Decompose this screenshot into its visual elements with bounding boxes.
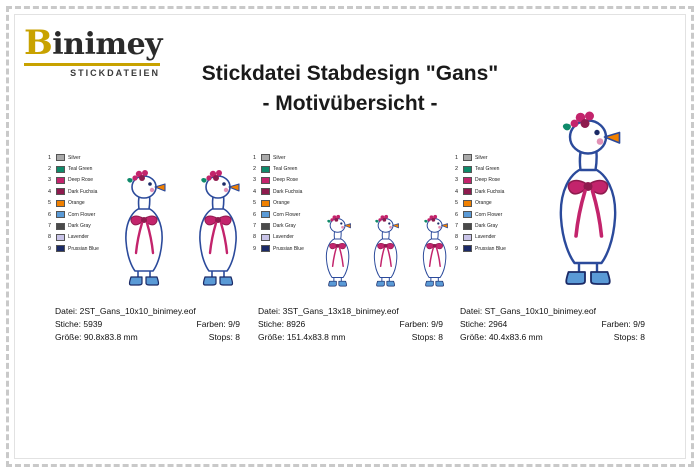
stitches-value: 2964 bbox=[488, 319, 508, 329]
legend-color-swatch bbox=[56, 177, 65, 184]
legend-color-swatch bbox=[261, 154, 270, 161]
colors-value: 9/9 bbox=[633, 319, 645, 329]
legend-color-label: Silver bbox=[68, 154, 81, 161]
legend-row bbox=[455, 243, 521, 254]
legend-row bbox=[455, 163, 521, 174]
legend-row bbox=[48, 243, 114, 254]
legend-number: 2 bbox=[253, 166, 257, 173]
legend-color-swatch bbox=[56, 234, 65, 241]
legend-color-swatch bbox=[261, 245, 270, 252]
legend-row bbox=[253, 220, 319, 231]
legend-color-label: Dark Gray bbox=[475, 223, 498, 230]
size-value: 151.4x83.8 mm bbox=[286, 332, 346, 342]
legend-number: 6 bbox=[253, 211, 257, 218]
stitches-value: 5939 bbox=[83, 319, 103, 329]
legend-row bbox=[48, 163, 114, 174]
legend-row bbox=[48, 152, 114, 163]
legend-color-swatch bbox=[463, 200, 472, 207]
legend-number: 9 bbox=[455, 245, 459, 252]
legend-color-label: Prussian Blue bbox=[475, 245, 506, 252]
goose-design-icon bbox=[188, 167, 248, 287]
colors-label: Farben: bbox=[399, 319, 429, 329]
legend-row bbox=[253, 163, 319, 174]
stops-value: 8 bbox=[235, 332, 240, 342]
legend-color-swatch bbox=[56, 166, 65, 173]
stitches-label: Stiche: bbox=[460, 319, 486, 329]
legend-number: 2 bbox=[48, 166, 52, 173]
goose-design bbox=[319, 213, 356, 292]
legend-color-swatch bbox=[56, 154, 65, 161]
legend-number: 8 bbox=[253, 234, 257, 241]
legend-color-swatch bbox=[463, 166, 472, 173]
color-legend bbox=[253, 152, 319, 255]
legend-color-swatch bbox=[261, 223, 270, 230]
legend-row bbox=[48, 232, 114, 243]
legend-number: 4 bbox=[48, 188, 52, 195]
legend-number: 1 bbox=[253, 154, 257, 161]
goose-design-icon bbox=[114, 167, 174, 287]
colors-label: Farben: bbox=[196, 319, 226, 329]
legend-row bbox=[48, 198, 114, 209]
legend-number: 5 bbox=[253, 200, 257, 207]
legend-number: 4 bbox=[253, 188, 257, 195]
legend-number: 5 bbox=[455, 200, 459, 207]
stops-value: 8 bbox=[640, 332, 645, 342]
color-legend bbox=[48, 152, 114, 255]
legend-number: 9 bbox=[48, 245, 52, 252]
legend-number: 2 bbox=[455, 166, 459, 173]
legend-number: 6 bbox=[48, 211, 52, 218]
legend-color-label: Teal Green bbox=[273, 166, 298, 173]
legend-color-label: Silver bbox=[273, 154, 286, 161]
legend-row bbox=[253, 243, 319, 254]
design-info bbox=[258, 305, 443, 344]
legend-color-swatch bbox=[261, 188, 270, 195]
legend-color-swatch bbox=[56, 245, 65, 252]
brand-name bbox=[24, 23, 174, 63]
colors-label: Farben: bbox=[601, 319, 631, 329]
legend-number: 3 bbox=[455, 177, 459, 184]
stops-value: 8 bbox=[438, 332, 443, 342]
page-subtitle: - Motivübersicht - bbox=[262, 92, 438, 115]
legend-number: 4 bbox=[455, 188, 459, 195]
legend-row bbox=[253, 198, 319, 209]
legend-color-label: Corn Flower bbox=[68, 211, 96, 218]
file-value: 3ST_Gans_13x18_binimey.eof bbox=[282, 306, 399, 316]
legend-color-label: Orange bbox=[475, 200, 492, 207]
design-preview bbox=[114, 152, 248, 292]
legend-row bbox=[48, 220, 114, 231]
goose-design bbox=[114, 167, 174, 292]
size-label: Größe: bbox=[55, 332, 82, 342]
legend-row bbox=[48, 209, 114, 220]
size-value: 90.8x83.8 mm bbox=[83, 332, 138, 342]
legend-color-label: Lavender bbox=[475, 234, 496, 241]
legend-color-label: Deep Rose bbox=[68, 177, 94, 184]
legend-row bbox=[455, 175, 521, 186]
legend-row bbox=[455, 152, 521, 163]
legend-color-label: Prussian Blue bbox=[68, 245, 99, 252]
brand-name-initial: B bbox=[24, 23, 53, 63]
legend-number: 3 bbox=[48, 177, 52, 184]
legend-color-label: Lavender bbox=[68, 234, 89, 241]
legend-color-swatch bbox=[56, 211, 65, 218]
color-legend bbox=[455, 152, 521, 255]
legend-color-label: Silver bbox=[475, 154, 488, 161]
legend-color-swatch bbox=[261, 211, 270, 218]
size-value: 40.4x83.6 mm bbox=[488, 332, 543, 342]
legend-color-label: Teal Green bbox=[68, 166, 93, 173]
legend-row bbox=[455, 220, 521, 231]
legend-color-label: Orange bbox=[273, 200, 290, 207]
design-preview bbox=[319, 152, 453, 292]
legend-color-label: Dark Fuchsia bbox=[475, 188, 505, 195]
legend-color-swatch bbox=[463, 211, 472, 218]
goose-design bbox=[416, 213, 453, 292]
stitches-value: 8926 bbox=[286, 319, 306, 329]
legend-color-swatch bbox=[463, 154, 472, 161]
legend-row bbox=[455, 198, 521, 209]
legend-color-label: Dark Gray bbox=[68, 223, 91, 230]
goose-design-icon bbox=[416, 213, 453, 287]
legend-color-label: Prussian Blue bbox=[273, 245, 304, 252]
legend-number: 1 bbox=[455, 154, 459, 161]
size-label: Größe: bbox=[258, 332, 285, 342]
legend-color-swatch bbox=[56, 188, 65, 195]
legend-color-label: Deep Rose bbox=[475, 177, 501, 184]
legend-color-swatch bbox=[463, 234, 472, 241]
legend-number: 1 bbox=[48, 154, 52, 161]
legend-color-swatch bbox=[261, 234, 270, 241]
goose-design bbox=[543, 107, 633, 292]
legend-color-swatch bbox=[261, 200, 270, 207]
legend-number: 8 bbox=[455, 234, 459, 241]
legend-row bbox=[455, 186, 521, 197]
brand-name-rest: inimey bbox=[52, 27, 163, 62]
legend-number: 6 bbox=[455, 211, 459, 218]
legend-number: 7 bbox=[253, 223, 257, 230]
legend-color-label: Dark Fuchsia bbox=[273, 188, 303, 195]
legend-row bbox=[455, 232, 521, 243]
legend-color-swatch bbox=[56, 200, 65, 207]
legend-color-label: Teal Green bbox=[475, 166, 500, 173]
legend-row bbox=[253, 152, 319, 163]
legend-row bbox=[253, 209, 319, 220]
legend-color-label: Dark Gray bbox=[273, 223, 296, 230]
legend-row bbox=[48, 186, 114, 197]
file-label: Datei: bbox=[55, 306, 78, 316]
colors-value: 9/9 bbox=[228, 319, 240, 329]
legend-number: 7 bbox=[455, 223, 459, 230]
legend-row bbox=[253, 175, 319, 186]
legend-color-label: Lavender bbox=[273, 234, 294, 241]
legend-row bbox=[48, 175, 114, 186]
size-label: Größe: bbox=[460, 332, 487, 342]
colors-value: 9/9 bbox=[431, 319, 443, 329]
legend-row bbox=[253, 186, 319, 197]
legend-color-label: Corn Flower bbox=[475, 211, 503, 218]
file-label: Datei: bbox=[258, 306, 281, 316]
legend-number: 7 bbox=[48, 223, 52, 230]
legend-number: 5 bbox=[48, 200, 52, 207]
legend-color-swatch bbox=[261, 166, 270, 173]
legend-color-swatch bbox=[261, 177, 270, 184]
stops-label: Stops: bbox=[411, 332, 436, 342]
legend-color-swatch bbox=[463, 223, 472, 230]
legend-color-swatch bbox=[463, 177, 472, 184]
design-info bbox=[55, 305, 240, 344]
legend-color-label: Corn Flower bbox=[273, 211, 301, 218]
design-info bbox=[460, 305, 645, 344]
file-value: ST_Gans_10x10_binimey.eof bbox=[484, 306, 596, 316]
goose-design-icon bbox=[367, 213, 404, 287]
goose-design bbox=[367, 213, 404, 292]
legend-color-swatch bbox=[56, 223, 65, 230]
legend-color-swatch bbox=[463, 245, 472, 252]
legend-row bbox=[253, 232, 319, 243]
legend-color-label: Deep Rose bbox=[273, 177, 299, 184]
legend-number: 9 bbox=[253, 245, 257, 252]
legend-color-label: Dark Fuchsia bbox=[68, 188, 98, 195]
legend-number: 8 bbox=[48, 234, 52, 241]
legend-number: 3 bbox=[253, 177, 257, 184]
design-preview bbox=[521, 152, 655, 292]
file-value: 2ST_Gans_10x10_binimey.eof bbox=[79, 306, 196, 316]
stitches-label: Stiche: bbox=[258, 319, 284, 329]
legend-row bbox=[455, 209, 521, 220]
brand-tagline: STICKDATEIEN bbox=[70, 68, 160, 78]
legend-color-label: Orange bbox=[68, 200, 85, 207]
goose-design-icon bbox=[319, 213, 356, 287]
page-title: Stickdatei Stabdesign "Gans" bbox=[201, 62, 499, 85]
stops-label: Stops: bbox=[208, 332, 233, 342]
stops-label: Stops: bbox=[613, 332, 638, 342]
stitches-label: Stiche: bbox=[55, 319, 81, 329]
goose-design-icon bbox=[543, 107, 633, 287]
legend-color-swatch bbox=[463, 188, 472, 195]
goose-design bbox=[188, 167, 248, 292]
file-label: Datei: bbox=[460, 306, 483, 316]
